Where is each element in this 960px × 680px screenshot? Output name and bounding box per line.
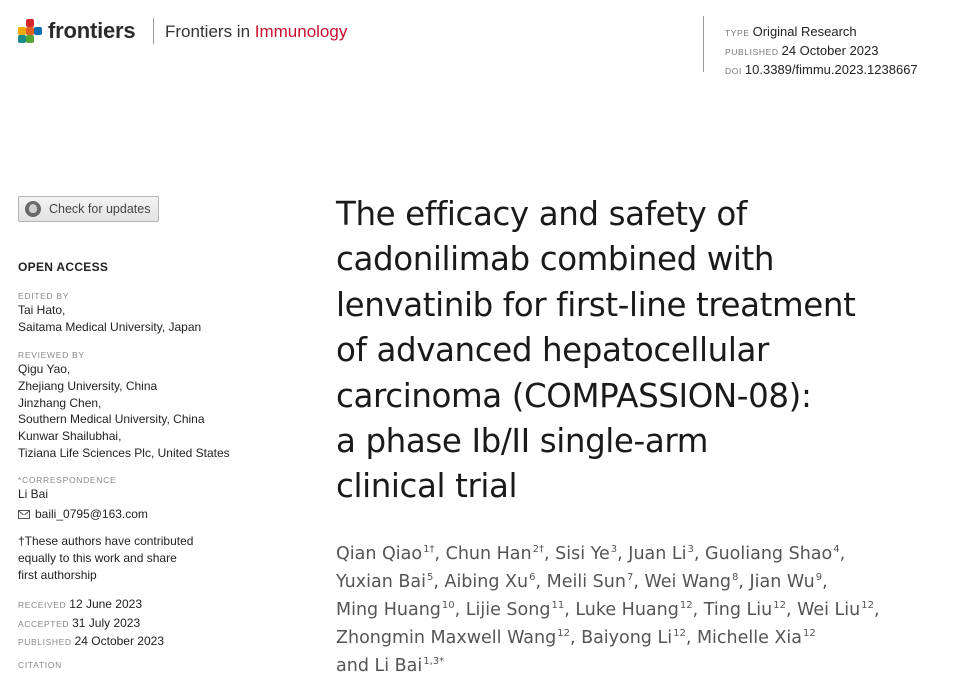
- published-row-side: [18, 633, 164, 652]
- side-published-label: PUBLISHED: [18, 637, 72, 647]
- contribution-note-line: equally to this work and share: [18, 550, 177, 565]
- type-row: [725, 23, 918, 42]
- doi-label: DOI: [725, 66, 742, 76]
- accepted-row: [18, 615, 164, 634]
- author-name[interactable]: , Jian Wu: [738, 572, 815, 592]
- author-name[interactable]: , Aibing Xu: [433, 572, 529, 592]
- author-name[interactable]: , Baiyong Li: [569, 628, 673, 648]
- title-line: The efficacy and safety of: [336, 195, 747, 233]
- author-name[interactable]: ,: [874, 600, 880, 620]
- mail-icon: [18, 510, 30, 519]
- author-line: [336, 540, 946, 568]
- author-name[interactable]: , Guoliang Shao: [693, 544, 833, 564]
- header-divider: [153, 18, 154, 44]
- correspondence-email[interactable]: baili_0795@163.com: [35, 506, 148, 521]
- published-label: PUBLISHED: [725, 47, 779, 57]
- author-affiliation-marker: 3: [610, 544, 618, 555]
- published-row: [725, 42, 918, 61]
- author-name[interactable]: and Li Bai: [336, 656, 423, 676]
- correspondence-email-row[interactable]: [18, 506, 148, 523]
- doi-link[interactable]: 10.3389/fimmu.2023.1238667: [744, 62, 918, 77]
- crossmark-icon: [25, 201, 41, 217]
- open-access-label: OPEN ACCESS: [18, 260, 109, 274]
- editor-name: Tai Hato,: [18, 303, 66, 317]
- received-value: 12 June 2023: [69, 597, 142, 611]
- journal-brand: Immunology: [254, 22, 348, 41]
- author-line: [336, 652, 946, 680]
- title-line: lenvatinib for first-line treatment: [336, 285, 856, 324]
- author-name[interactable]: , Luke Huang: [564, 600, 679, 620]
- author-name[interactable]: , Juan Li: [617, 544, 687, 564]
- author-affiliation-marker: 12: [803, 628, 816, 639]
- title-line: of advanced hepatocellular: [336, 331, 769, 370]
- article-title: [336, 192, 936, 510]
- edited-by-list: [18, 302, 201, 336]
- frontiers-logo-icon: [18, 19, 42, 43]
- edited-by-label: EDITED BY: [18, 291, 70, 301]
- author-affiliation-marker: 2†: [532, 544, 544, 555]
- author-line: [336, 568, 946, 596]
- doi-row: [725, 61, 918, 80]
- author-name[interactable]: Qian Qiao: [336, 544, 423, 564]
- journal-name[interactable]: [165, 22, 347, 42]
- author-affiliation-marker: 5: [426, 572, 434, 583]
- reviewer-affiliation: Southern Medical University, China: [18, 412, 205, 427]
- side-published-value: 24 October 2023: [74, 634, 164, 648]
- reviewed-by-list: [18, 361, 230, 462]
- author-name[interactable]: Ming Huang: [336, 600, 441, 620]
- correspondence-name: Li Bai: [18, 487, 49, 501]
- author-affiliation-marker: 12: [773, 600, 786, 611]
- reviewer-name: Jinzhang Chen,: [18, 395, 102, 410]
- frontiers-logo[interactable]: [18, 18, 135, 44]
- author-name[interactable]: , Sisi Ye: [544, 544, 610, 564]
- author-affiliation-marker: 12: [557, 628, 570, 639]
- author-name[interactable]: , Chun Han: [434, 544, 532, 564]
- author-line: [336, 596, 946, 624]
- author-name[interactable]: , Wei Wang: [633, 572, 732, 592]
- title-line: carcinoma (COMPASSION-08):: [336, 376, 812, 415]
- author-affiliation-marker: 12: [673, 628, 686, 639]
- author-name[interactable]: ,: [822, 572, 828, 592]
- author-list: [336, 540, 946, 680]
- check-for-updates-button[interactable]: [18, 196, 159, 222]
- editor-affiliation: Saitama Medical University, Japan: [18, 319, 202, 334]
- journal-prefix: Frontiers in: [165, 22, 255, 41]
- author-affiliation-marker: 1,3*: [423, 656, 445, 667]
- author-name[interactable]: , Meili Sun: [535, 572, 626, 592]
- type-label: TYPE: [725, 28, 750, 38]
- accepted-label: ACCEPTED: [18, 618, 70, 629]
- check-for-updates-label: Check for updates: [49, 202, 151, 216]
- author-name[interactable]: ,: [839, 544, 846, 564]
- author-affiliation-marker: 6: [529, 572, 536, 583]
- title-line: a phase Ib/II single-arm: [336, 422, 709, 461]
- contribution-note-line: first authorship: [18, 567, 97, 582]
- citation-label: CITATION: [18, 660, 63, 670]
- reviewer-name: Kunwar Shailubhai,: [18, 429, 122, 444]
- author-name[interactable]: Yuxian Bai: [336, 572, 426, 592]
- author-name[interactable]: , Ting Liu: [692, 600, 773, 620]
- received-row: [18, 596, 164, 615]
- author-affiliation-marker: 9: [815, 572, 823, 583]
- author-affiliation-marker: 3: [687, 544, 694, 555]
- correspondence: [18, 486, 148, 523]
- author-name[interactable]: , Wei Liu: [785, 600, 861, 620]
- contribution-note-line: †These authors have contributed: [18, 534, 194, 548]
- author-name[interactable]: , Michelle Xia: [685, 628, 803, 648]
- reviewer-name: Qigu Yao,: [18, 362, 71, 376]
- title-line: clinical trial: [336, 467, 518, 506]
- meta-divider: [703, 16, 704, 72]
- author-name[interactable]: , Lijie Song: [454, 600, 551, 620]
- reviewed-by-label: REVIEWED BY: [18, 350, 85, 360]
- published-value: 24 October 2023: [781, 43, 879, 58]
- author-affiliation-marker: 7: [626, 572, 634, 583]
- author-name[interactable]: Zhongmin Maxwell Wang: [336, 628, 557, 648]
- reviewer-affiliation: Zhejiang University, China: [18, 378, 158, 393]
- author-affiliation-marker: 8: [732, 572, 739, 583]
- author-affiliation-marker: 4: [833, 544, 840, 555]
- author-affiliation-marker: 12: [679, 600, 693, 611]
- accepted-value: 31 July 2023: [72, 615, 141, 630]
- type-value: Original Research: [752, 24, 857, 39]
- reviewer-affiliation: Tiziana Life Sciences Plc, United States: [18, 445, 230, 460]
- author-affiliation-marker: 11: [551, 600, 565, 611]
- article-meta: [725, 23, 918, 80]
- author-affiliation-marker: 1†: [423, 544, 435, 555]
- received-label: RECEIVED: [18, 600, 67, 610]
- article-dates: [18, 596, 164, 652]
- contribution-note: [18, 533, 193, 583]
- correspondence-label: *CORRESPONDENCE: [18, 475, 117, 485]
- author-affiliation-marker: 10: [441, 600, 455, 611]
- author-affiliation-marker: 12: [861, 600, 874, 611]
- author-line: [336, 624, 946, 652]
- title-line: cadonilimab combined with: [336, 240, 775, 279]
- logo-wordmark: frontiers: [48, 18, 136, 43]
